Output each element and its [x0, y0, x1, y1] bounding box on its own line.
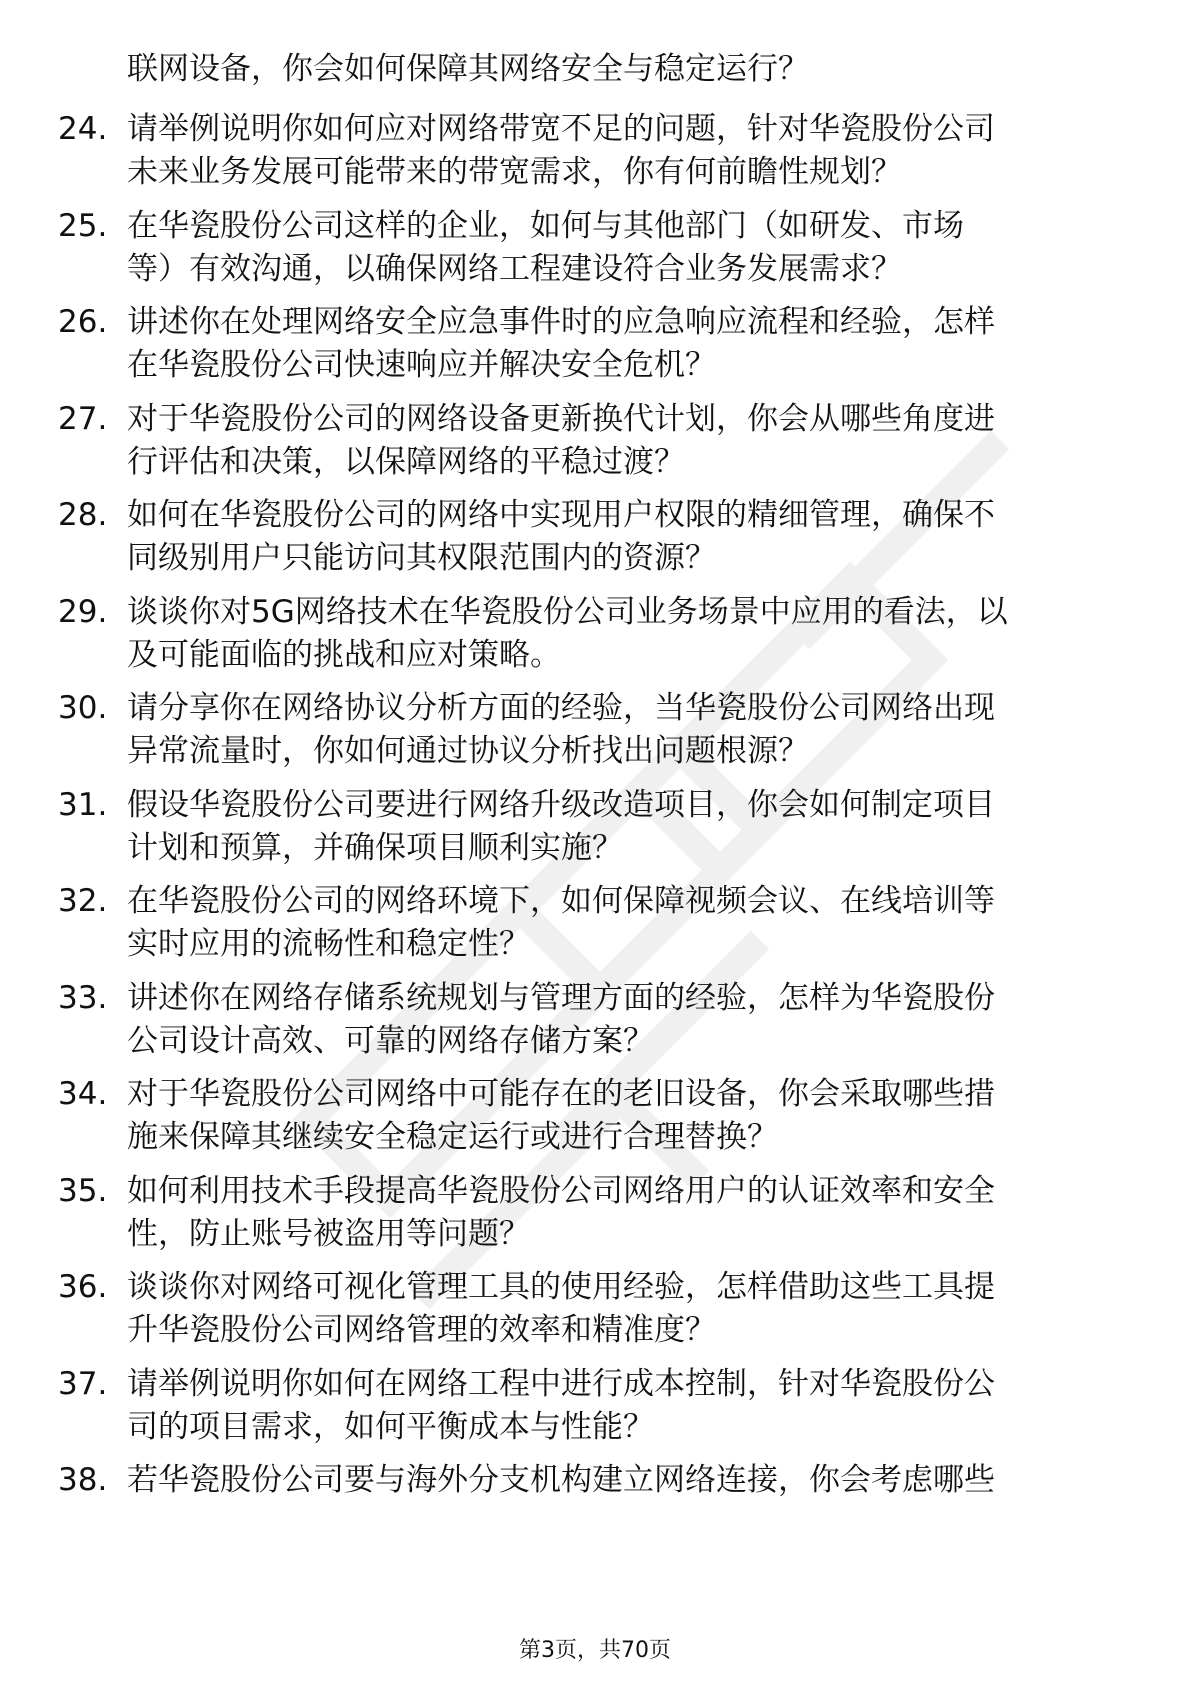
item-text-line-2: 公司设计高效、可靠的网络存储方案？: [127, 1023, 654, 1059]
item-text-line-2: 异常流量时，你如何通过协议分析找出问题根源？: [127, 733, 809, 769]
item-text-line-1: 请分享你在网络协议分析方面的经验，当华瓷股份公司网络出现: [127, 690, 995, 726]
item-text-line-2: 性，防止账号被盗用等问题？: [127, 1216, 530, 1252]
item-number: 28.: [58, 497, 108, 533]
item-number: 30.: [58, 690, 108, 726]
item-number: 36.: [58, 1269, 108, 1305]
continued-question-text: 联网设备，你会如何保障其网络安全与稳定运行？: [127, 51, 809, 87]
item-text-line-1: 讲述你在处理网络安全应急事件时的应急响应流程和经验，怎样: [127, 304, 995, 340]
item-text-line-1: 若华瓷股份公司要与海外分支机构建立网络连接，你会考虑哪些: [127, 1462, 995, 1498]
item-number: 24.: [58, 111, 108, 147]
item-number: 25.: [58, 208, 108, 244]
item-text-line-2: 施来保障其继续安全稳定运行或进行合理替换？: [127, 1119, 778, 1155]
item-text-line-2: 升华瓷股份公司网络管理的效率和精准度？: [127, 1312, 716, 1348]
item-text-line-1: 对于华瓷股份公司的网络设备更新换代计划，你会从哪些角度进: [127, 401, 995, 437]
item-text-line-2: 司的项目需求，如何平衡成本与性能？: [127, 1409, 654, 1445]
item-number: 27.: [58, 401, 108, 437]
item-text-line-2: 计划和预算，并确保项目顺利实施？: [127, 830, 623, 866]
item-text-line-1: 如何在华瓷股份公司的网络中实现用户权限的精细管理，确保不: [127, 497, 995, 533]
page-footer: 第3页，共70页: [519, 1638, 671, 1663]
item-text-line-2: 实时应用的流畅性和稳定性？: [127, 926, 530, 962]
item-text-line-2: 在华瓷股份公司快速响应并解决安全危机？: [127, 347, 716, 383]
item-text-line-1: 谈谈你对5G网络技术在华瓷股份公司业务场景中应用的看法，以: [127, 594, 1008, 630]
item-text-line-1: 对于华瓷股份公司网络中可能存在的老旧设备，你会采取哪些措: [127, 1076, 995, 1112]
item-number: 29.: [58, 594, 108, 630]
item-text-line-2: 同级别用户只能访问其权限范围内的资源？: [127, 540, 716, 576]
item-number: 33.: [58, 980, 108, 1016]
item-text-line-2: 及可能面临的挑战和应对策略。: [127, 637, 561, 673]
item-text-line-2: 行评估和决策，以保障网络的平稳过渡？: [127, 444, 685, 480]
item-number: 35.: [58, 1173, 108, 1209]
item-text-line-1: 谈谈你对网络可视化管理工具的使用经验，怎样借助这些工具提: [127, 1269, 995, 1305]
item-text-line-1: 在华瓷股份公司这样的企业，如何与其他部门（如研发、市场: [127, 208, 964, 244]
item-text-line-1: 讲述你在网络存储系统规划与管理方面的经验，怎样为华瓷股份: [127, 980, 995, 1016]
item-number: 37.: [58, 1366, 108, 1402]
item-text-line-2: 等）有效沟通，以确保网络工程建设符合业务发展需求？: [127, 251, 902, 287]
item-text-line-1: 假设华瓷股份公司要进行网络升级改造项目，你会如何制定项目: [127, 787, 995, 823]
item-number: 34.: [58, 1076, 108, 1112]
item-text-line-1: 在华瓷股份公司的网络环境下，如何保障视频会议、在线培训等: [127, 883, 995, 919]
item-text-line-1: 请举例说明你如何在网络工程中进行成本控制，针对华瓷股份公: [127, 1366, 995, 1402]
item-text-line-1: 请举例说明你如何应对网络带宽不足的问题，针对华瓷股份公司: [127, 111, 995, 147]
item-number: 26.: [58, 304, 108, 340]
item-number: 32.: [58, 883, 108, 919]
item-text-line-1: 如何利用技术手段提高华瓷股份公司网络用户的认证效率和安全: [127, 1173, 995, 1209]
item-number: 31.: [58, 787, 108, 823]
item-number: 38.: [58, 1462, 108, 1498]
item-text-line-2: 未来业务发展可能带来的带宽需求，你有何前瞻性规划？: [127, 154, 902, 190]
